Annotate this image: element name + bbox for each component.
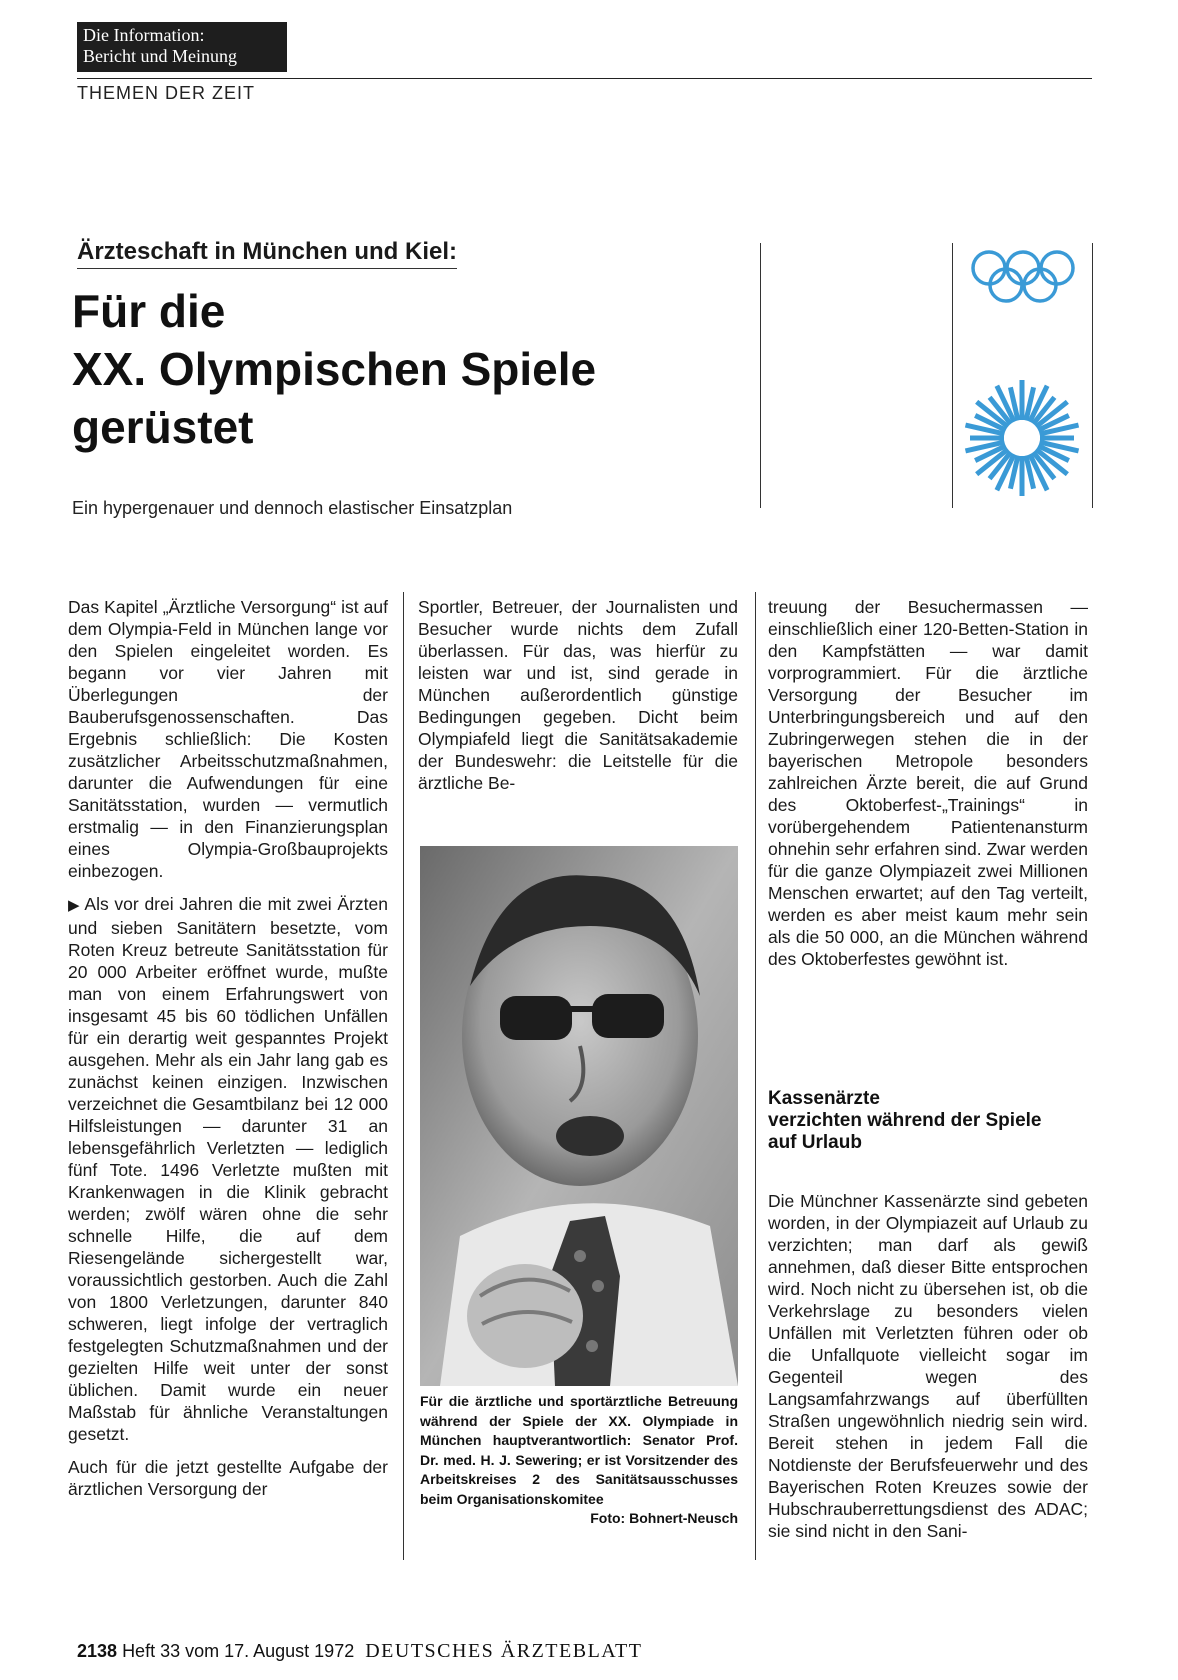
column-rule-2 [755, 592, 756, 1560]
header-rule [77, 78, 1092, 79]
column-rule-1 [403, 592, 404, 1560]
portrait-photo [420, 846, 738, 1386]
photo-caption [420, 1392, 738, 1529]
emblem-rule-right [1092, 243, 1093, 508]
subsection-heading-line2: verzichten während der Spiele [768, 1110, 1042, 1131]
article-headline [72, 282, 712, 456]
column1-paragraph3: Auch für die jetzt gestellte Aufgabe der ärztlichen Versorgung der [68, 1457, 388, 1499]
article-column-1 [68, 596, 388, 1511]
headline-line1: Für die [72, 285, 226, 337]
section-label-line2: Bericht und Meinung [83, 46, 237, 66]
section-label-line1: Die Information: [83, 25, 205, 45]
subsection-heading-line3: auf Urlaub [768, 1132, 862, 1153]
article-column-3 [768, 596, 1088, 981]
column3-paragraph1: treuung der Besuchermassen — einschließlich einer 120-Betten-Station in den Kampfstätten — war damit vorprogrammiert. Für die ärztliche Versorgung der Besucher im Unterbringungsbereich und auf den Zubringerwegen stehen die in der bayerischen Metropole besonders zahlreichen Ärzte bereit, die auf Grund des Oktoberfest-„Trainings“ in vorübergehendem Patientenansturm ohnehin sehr erfahren sind. Zwar werden für die ganze Olympiazeit zwei Millionen Menschen erwartet; auf den Tag verteilt, werden es aber meist kaum mehr sein als die 50 000, an die München während des Oktoberfestes gewöhnt ist. [768, 597, 1088, 969]
article-column-3-continued [768, 1190, 1088, 1553]
column1-paragraph1: Das Kapitel „Ärztliche Versorgung“ ist auf dem Olympia-Feld in München lange vor den Spielen eingeleitet worden. Es begann vor vier Jahren mit Überlegungen der Bauberufsgenossenschaften. Das Ergebnis schließlich: Die Kosten zusätzlicher Arbeitsschutzmaßnahmen, darunter die Aufwendungen für eine Sanitätsstation, wurden — vermutlich erstmalig — in den Finanzierungsplan eines Olympia-Großbauprojekts einbezogen. [68, 597, 388, 881]
column3-paragraph2: Die Münchner Kassenärzte sind gebeten worden, in der Olympiazeit auf Urlaub zu verzichten; man darf als gewiß annehmen, daß dieser Bitte entsprochen wird. Noch nicht zu übersehen ist, ob die Verkehrslage zu besonders vielen Unfällen mit Verletzten führen oder ob die Unfallquote vielleicht sogar im Gegenteil wegen des Langsamfahrzwangs auf überfüllten Straßen ungewöhnlich niedrig sein wird. Bereit stehen in jedem Fall die Notdienste der Berufsfeuerwehr und des Bayerischen Roten Kreuzes sowie der Hubschrauberrettungsdienst des ADAC; sie sind nicht in den Sani- [768, 1191, 1088, 1541]
column2-paragraph1: Sportler, Betreuer, der Journalisten und Besucher wurde nichts dem Zufall überlassen. Für das, was hierfür zu leisten war und ist, sind gerade in München außerordentlich günstige Bedingungen gegeben. Dicht beim Olympiafeld liegt die Sanitätsakademie der Bundeswehr: die Leitstelle für die ärztliche Be- [418, 597, 738, 793]
magazine-name: DEUTSCHES ÄRZTEBLATT [365, 1640, 643, 1662]
article-subhead: Ein hypergenauer und dennoch elastischer Einsatzplan [72, 498, 513, 518]
photo-credit: Foto: Bohnert-Neusch [590, 1510, 738, 1526]
olympic-rings-icon [952, 243, 1092, 323]
subsection-heading [768, 1088, 1078, 1154]
subsection-heading-line1: Kassenärzte [768, 1088, 880, 1109]
photo-caption-text: Für die ärztliche und sportärztliche Betreuung während der Spiele der XX. Olympiade in München hauptverantwortlich: Senator Prof. Dr. med. H. J. Sewering; er ist Vorsitzender des Arbeitskreises 2 des Sanitätsausschusses beim Organisationskomitee [420, 1393, 738, 1507]
paragraph-arrow-icon: ▶ [68, 897, 81, 914]
olympic-emblems [952, 243, 1092, 508]
issue-info: Heft 33 vom 17. August 1972 [122, 1641, 355, 1661]
page-number: 2138 [77, 1641, 118, 1661]
title-divider-rule [760, 243, 761, 508]
olympic-sun-emblem-icon [952, 368, 1092, 508]
headline-line3: gerüstet [72, 401, 254, 453]
article-column-2 [418, 596, 738, 805]
column1-paragraph2-text: Als vor drei Jahren die mit zwei Ärzten und sieben Sanitätern besetzte, vom Roten Kreuz betreute Sanitätsstation für 20 000 Arbeiter eröffnet wurde, mußte man von einem Erfahrungswert von insgesamt 45 bis 60 tödlichen Unfällen für ein derartig weit gespanntes Projekt ausgehen. Mehr als ein Jahr lang gab es zunächst keinen einzigen. Inzwischen verzeichnet die Gesamtbilanz bei 12 000 Hilfsleistungen — darunter 31 an lebensgefährlich Verletzten — lediglich fünf Tote. 1496 Verletzte mußten mit Krankenwagen in die Klinik gebracht werden; zwölf wären ohne die sehr schnelle Hilfe, die auf dem Riesengelände sichergestellt war, voraussichtlich gestorben. Auch die Zahl von 1800 Verletzungen, darunter 840 schweren, liegt infolge der vertraglich festgelegten Schutzmaßnahmen und der gezielten Hilfe weit unter der sonst üblichen. Damit wurde ein neuer Maßstab für ähnliche Veranstaltungen gesetzt. [68, 894, 388, 1444]
column1-paragraph2 [68, 893, 388, 1445]
page-footer [77, 1640, 642, 1663]
section-title: THEMEN DER ZEIT [77, 83, 256, 103]
section-label-box [77, 22, 287, 72]
article-kicker: Ärzteschaft in München und Kiel: [77, 238, 457, 269]
headline-line2: XX. Olympischen Spiele [72, 343, 597, 395]
